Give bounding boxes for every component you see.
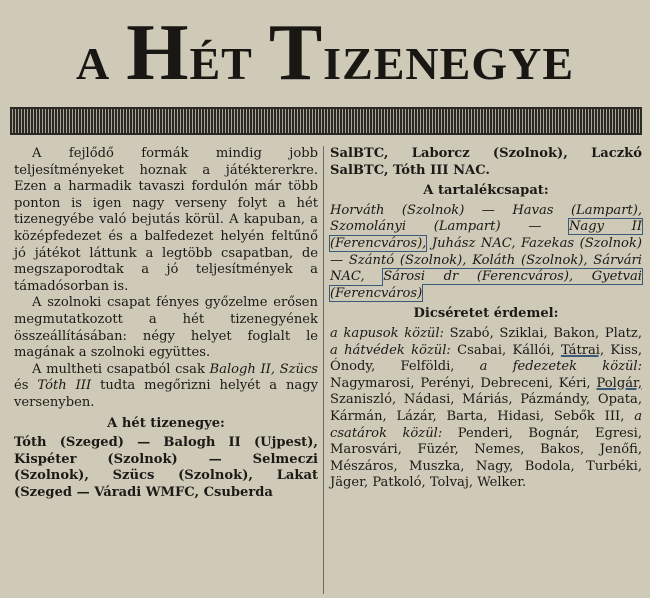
headline-rule [10,107,642,135]
headline-article: A [75,38,111,89]
subhead-reserve-team: A tartalékcsapat: [423,183,549,199]
headline-het-initial: H [126,9,190,97]
team-list-continued: SalBTC, Laborcz (Szolnok), Laczkó SalBTC, Tóth III NAC. [330,146,642,178]
underlined-nagy: Nagy II (Ferencváros), [330,219,642,251]
right-column [330,146,642,492]
headline [0,8,650,104]
team-list: Tóth (Szeged) — Balogh II (Ujpest), Kispéter (Szolnok) — Selmeczi (Szolnok), Szücs (Szolnok), Lakat (Szeged — Váradi WMFC, Csuberda [14,435,318,500]
paragraph-szolnok: A szolnoki csapat fényes győzelme erősen megmutatkozott a hét tizenegyének összeállításában: négy helyet foglalt le magának a szolnoki együttes. [14,295,318,361]
column-divider [323,146,324,594]
underlined-tatrai: Tátrai, [560,342,605,358]
left-column [14,146,318,501]
reserve-list: Horváth (Szolnok) — Havas (Lampart), Szomolányi (Lampart) — Nagy II (Ferencváros), Juhász NAC, Fazekas (Szolnok) — Szántó (Szolnok), Koláth (Szolnok), Sárvári NAC, Sárosi dr (Ferencváros), Gyetvai (Ferencváros) [330,202,642,301]
headline-tizenegye-rest: IZENEGYE [323,38,575,89]
underlined-sarosi: Sárosi dr (Ferencváros), Gyetvai (Ferencváros) [330,269,642,301]
subhead-praise: Dicséretet érdemel: [413,306,559,322]
headline-tizenegye-initial: T [268,9,324,97]
praise-list: a kapusok közül: Szabó, Sziklai, Bakon, Platz, a hátvédek közül: Csabai, Kállói, Tátrai, Kiss, Ónody, Felföldi, a fedezetek közül: Nagymarosi, Perényi, Debreceni, Kéri, Polgár, Szaniszló, Nádasi, Máriás, Pázmándy, Opata, Kármán, Lázár, Barta, Hidasi, Sebők III, a csatárok közül: Penderi, Bognár, Egresi, Marosvári, Füzér, Nemes, Bakos, Jenőfi, Mészáros, Muszka, Nagy, Bodola, Turbéki, Jäger, Patkoló, Tolvaj, Welker. [330,325,643,491]
subhead-team-of-week: A hét tizenegye: [107,415,225,431]
paragraph-last-week: A multheti csapatból csak Balogh II, Szücs és Tóth III tudta megőrizni helyét a nagy versenyben. [14,361,318,410]
paragraph-intro: A fejlődő formák mindig jobb teljesítményeket hoznak a játéktererkre. Ezen a harmadik tavaszi fordulón már több ponton is igen nagy verseny folyt a hét tizenegyébe való bejutás körül. A kapuban, a középfedezet és a balfedezet helyén feltűnő jó játékot láttunk a legtöbb csapatban, de megszaporodtak a jó teljesítmények a támadósorban is. [14,146,318,294]
headline-het-rest: ÉT [189,38,253,89]
underlined-polgar: Polgár, [596,375,642,391]
